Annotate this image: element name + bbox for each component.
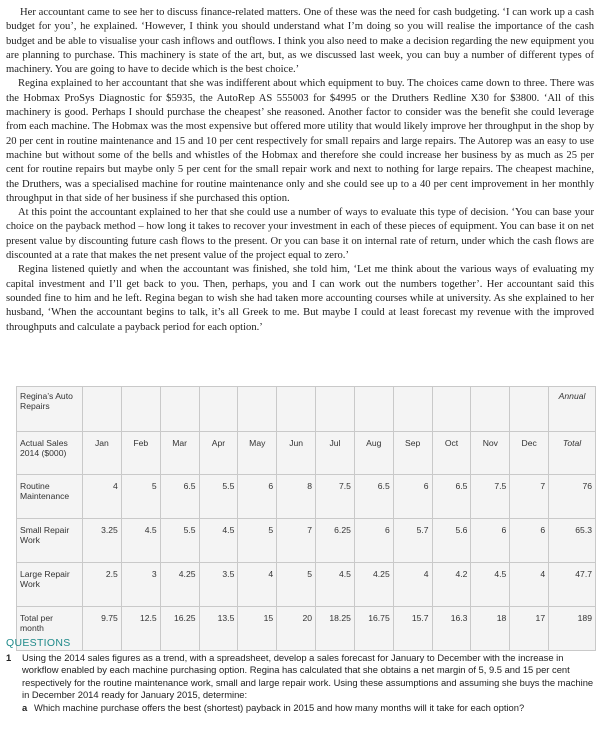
cell: 8 bbox=[277, 475, 316, 519]
row-total: 189 bbox=[549, 607, 596, 651]
cell: 16.75 bbox=[354, 607, 393, 651]
questions-section bbox=[6, 637, 594, 715]
month-header: May bbox=[238, 432, 277, 475]
cell: 5.6 bbox=[432, 519, 471, 563]
table-title-row bbox=[17, 387, 596, 432]
question-number: 1 bbox=[6, 651, 12, 663]
questions-heading: QUESTIONS bbox=[6, 637, 71, 649]
sales-table bbox=[16, 386, 596, 651]
cell: 4.2 bbox=[432, 563, 471, 607]
table-header-row bbox=[17, 432, 596, 475]
question-text: Using the 2014 sales figures as a trend, with a spreadsheet, develop a sales forecast for January to December with the increase in workflow enabled by each machine purchasing option. Regina has calculated that she obtains a net margin of 5, 9.5 and 15 per cent respectively for the routine maintenance work, small and large repair work. Using these assumptions and assuming she buys the machine in December 2014 ready for January 2015, determine: bbox=[22, 651, 594, 701]
sub-question-text: Which machine purchase offers the best (shortest) payback in 2015 and how many months will it take for each option? bbox=[34, 701, 525, 713]
row-total: 47.7 bbox=[549, 563, 596, 607]
case-study-text bbox=[6, 6, 594, 335]
month-header: Mar bbox=[160, 432, 199, 475]
cell: 16.25 bbox=[160, 607, 199, 651]
table-row bbox=[17, 519, 596, 563]
cell: 5.7 bbox=[393, 519, 432, 563]
cell: 3 bbox=[121, 563, 160, 607]
cell: 5 bbox=[238, 519, 277, 563]
question-1 bbox=[6, 652, 594, 702]
table-title: Regina’s Auto Repairs bbox=[17, 387, 83, 432]
cell: 4.5 bbox=[199, 519, 238, 563]
cell: 5 bbox=[121, 475, 160, 519]
month-header: Dec bbox=[510, 432, 549, 475]
month-header: Feb bbox=[121, 432, 160, 475]
cell: 4 bbox=[238, 563, 277, 607]
cell: 12.5 bbox=[121, 607, 160, 651]
month-header: Oct bbox=[432, 432, 471, 475]
cell: 3.5 bbox=[199, 563, 238, 607]
row-label: Large Repair Work bbox=[17, 563, 83, 607]
cell: 7 bbox=[277, 519, 316, 563]
cell: 6 bbox=[471, 519, 510, 563]
table-row bbox=[17, 475, 596, 519]
cell: 4 bbox=[510, 563, 549, 607]
sub-question-letter: a bbox=[22, 701, 28, 713]
paragraph-2: Regina explained to her accountant that she was indifferent about which equipment to buy. The choices came down to three. There was the Hobmax ProSys Diagnostic for $5935, the AutoRep AS 555003 for $4995 or the Druthers Redline X30 for $3800. ‘All of this machinery is good. Perhaps I should purchase the cheapest’ she reasoned. Another factor to consider was the benefit she could leverage from each machine. The Hobmax was the most expensive but offered more utility that would likely improve her throughput in the shop by 20 per cent in routine maintenance and 15 and 10 per cent respectively for small repairs and large repairs. The Autorep was an easy to use machine but without some of the bells and whistles of the Hobmax and therefore she could increase her business by as much as 25 per cent for routine repairs but maybe only 5 per cent for the small repair work and next to nothing for large repairs. The cheapest machine, the Druthers, was a specialised machine for routine maintenance only and she could see up to a 40 per cent improvement in her monthly throughput in that side of her business if she purchased this option. bbox=[6, 78, 594, 204]
cell: 4.5 bbox=[471, 563, 510, 607]
cell: 3.25 bbox=[82, 519, 121, 563]
cell: 6.5 bbox=[432, 475, 471, 519]
cell: 13.5 bbox=[199, 607, 238, 651]
annual-label: Annual bbox=[549, 387, 596, 432]
cell: 7.5 bbox=[316, 475, 355, 519]
month-header: Apr bbox=[199, 432, 238, 475]
cell: 6.5 bbox=[160, 475, 199, 519]
month-header: Jan bbox=[82, 432, 121, 475]
table-row bbox=[17, 563, 596, 607]
cell: 6 bbox=[393, 475, 432, 519]
row-header-label: Actual Sales 2014 ($000) bbox=[17, 432, 83, 475]
cell: 4 bbox=[82, 475, 121, 519]
cell: 2.5 bbox=[82, 563, 121, 607]
paragraph-3: At this point the accountant explained to her that she could use a number of ways to evaluate this type of decision. ‘You can base your choice on the payback method – how long it takes to recover your investment in each of these pieces of equipment. You can base it on net present value by discounting future cash flows to the present. Or you can base it on internal rate of return, under which the cash flows are discounted at a rate that makes the net present value of the project equal to zero.’ bbox=[6, 207, 594, 262]
paragraph-1: Her accountant came to see her to discuss finance-related matters. One of these was the need for cash budgeting. ‘I can work up a cash budget for you’, he explained. ‘However, I think you should understand what I’m doing so you will realise the importance of the cash budget and be able to visualise your cash inflows and outflows. I think you also need to make a decision regarding the new equipment you are planning to purchase. This machinery is state of the art, but, as we discussed last week, you can buy a number of different types of machinery. You are going to have to decide which is the best choice.’ bbox=[6, 7, 594, 76]
cell: 4.25 bbox=[160, 563, 199, 607]
cell: 4.5 bbox=[316, 563, 355, 607]
cell: 4.25 bbox=[354, 563, 393, 607]
cell: 18 bbox=[471, 607, 510, 651]
cell: 9.75 bbox=[82, 607, 121, 651]
cell: 17 bbox=[510, 607, 549, 651]
row-label: Routine Maintenance bbox=[17, 475, 83, 519]
cell: 5.5 bbox=[199, 475, 238, 519]
cell: 7.5 bbox=[471, 475, 510, 519]
cell: 6.5 bbox=[354, 475, 393, 519]
row-total: 65.3 bbox=[549, 519, 596, 563]
cell: 16.3 bbox=[432, 607, 471, 651]
cell: 18.25 bbox=[316, 607, 355, 651]
cell: 4.5 bbox=[121, 519, 160, 563]
month-header: Jul bbox=[316, 432, 355, 475]
cell: 7 bbox=[510, 475, 549, 519]
month-header: Nov bbox=[471, 432, 510, 475]
cell: 4 bbox=[393, 563, 432, 607]
total-header: Total bbox=[549, 432, 596, 475]
cell: 6.25 bbox=[316, 519, 355, 563]
cell: 6 bbox=[354, 519, 393, 563]
month-header: Aug bbox=[354, 432, 393, 475]
paragraph-4: Regina listened quietly and when the accountant was finished, she told him, ‘Let me think about the various ways of evaluating my capital investment and I’ll get back to you. Then, perhaps, you and I can work out the numbers together’. Her accountant said this sounded fine to him and he left. Regina began to wish she had taken more accounting courses while at university. As she explained to her husband, ‘When the accountant begins to talk, it’s all Greek to me. But maybe I could at least forecast my revenue with the improved throughputs and calculate a payback period for each option.’ bbox=[6, 264, 594, 333]
cell: 5.5 bbox=[160, 519, 199, 563]
month-header: Sep bbox=[393, 432, 432, 475]
row-total: 76 bbox=[549, 475, 596, 519]
cell: 15.7 bbox=[393, 607, 432, 651]
cell: 6 bbox=[238, 475, 277, 519]
cell: 20 bbox=[277, 607, 316, 651]
question-1a bbox=[22, 702, 594, 715]
row-label: Total per month bbox=[17, 607, 83, 651]
row-label: Small Repair Work bbox=[17, 519, 83, 563]
month-header: Jun bbox=[277, 432, 316, 475]
cell: 5 bbox=[277, 563, 316, 607]
cell: 6 bbox=[510, 519, 549, 563]
cell: 15 bbox=[238, 607, 277, 651]
